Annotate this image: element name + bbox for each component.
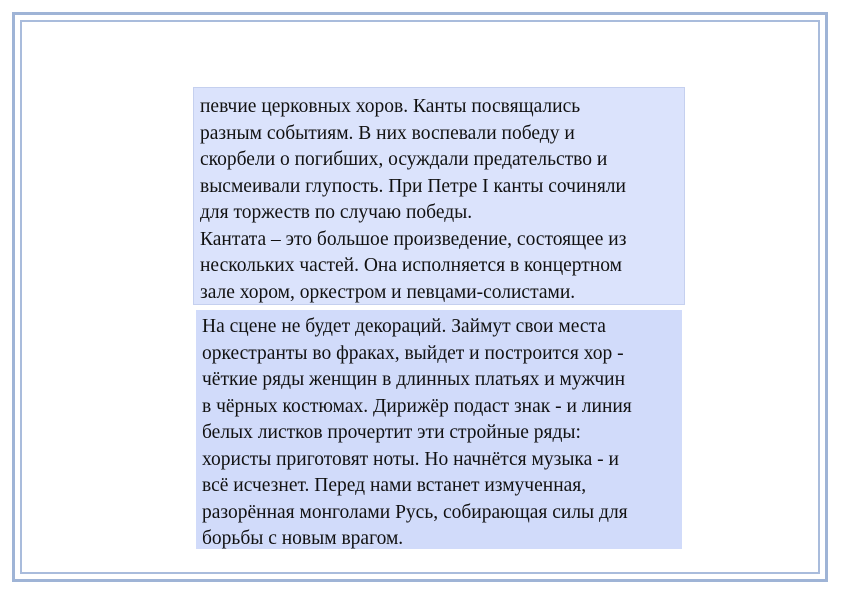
text-block-kants <box>193 87 685 305</box>
paragraph-concert: На сцене не будет декораций. Займут свои места оркестранты во фраках, выйдет и построится хор - чёткие ряды женщин в длинных платьях и мужчин в чёрных костюмах. Дирижёр подаст знак - и линия белых листков прочертит эти стройные ряды: хористы приготовят ноты. Но начнётся музыка - и всё исчезнет. Перед нами встанет измученная, разорённая монголами Русь, собирающая силы для борьбы с новым врагом. <box>202 316 632 549</box>
paragraph-kants: певчие церковных хоров. Канты посвящались разным событиям. В них воспевали победу и скорбели о погибших, осуждали предательство и высмеивали глупость. При Петре I канты сочиняли для торжеств по случаю победы. <box>200 96 626 223</box>
paragraph-cantata: Кантата – это большое произведение, состоящее из нескольких частей. Она исполняется в концертном зале хором, оркестром и певцами-солистами. <box>200 228 627 303</box>
text-block-concert <box>196 310 682 549</box>
